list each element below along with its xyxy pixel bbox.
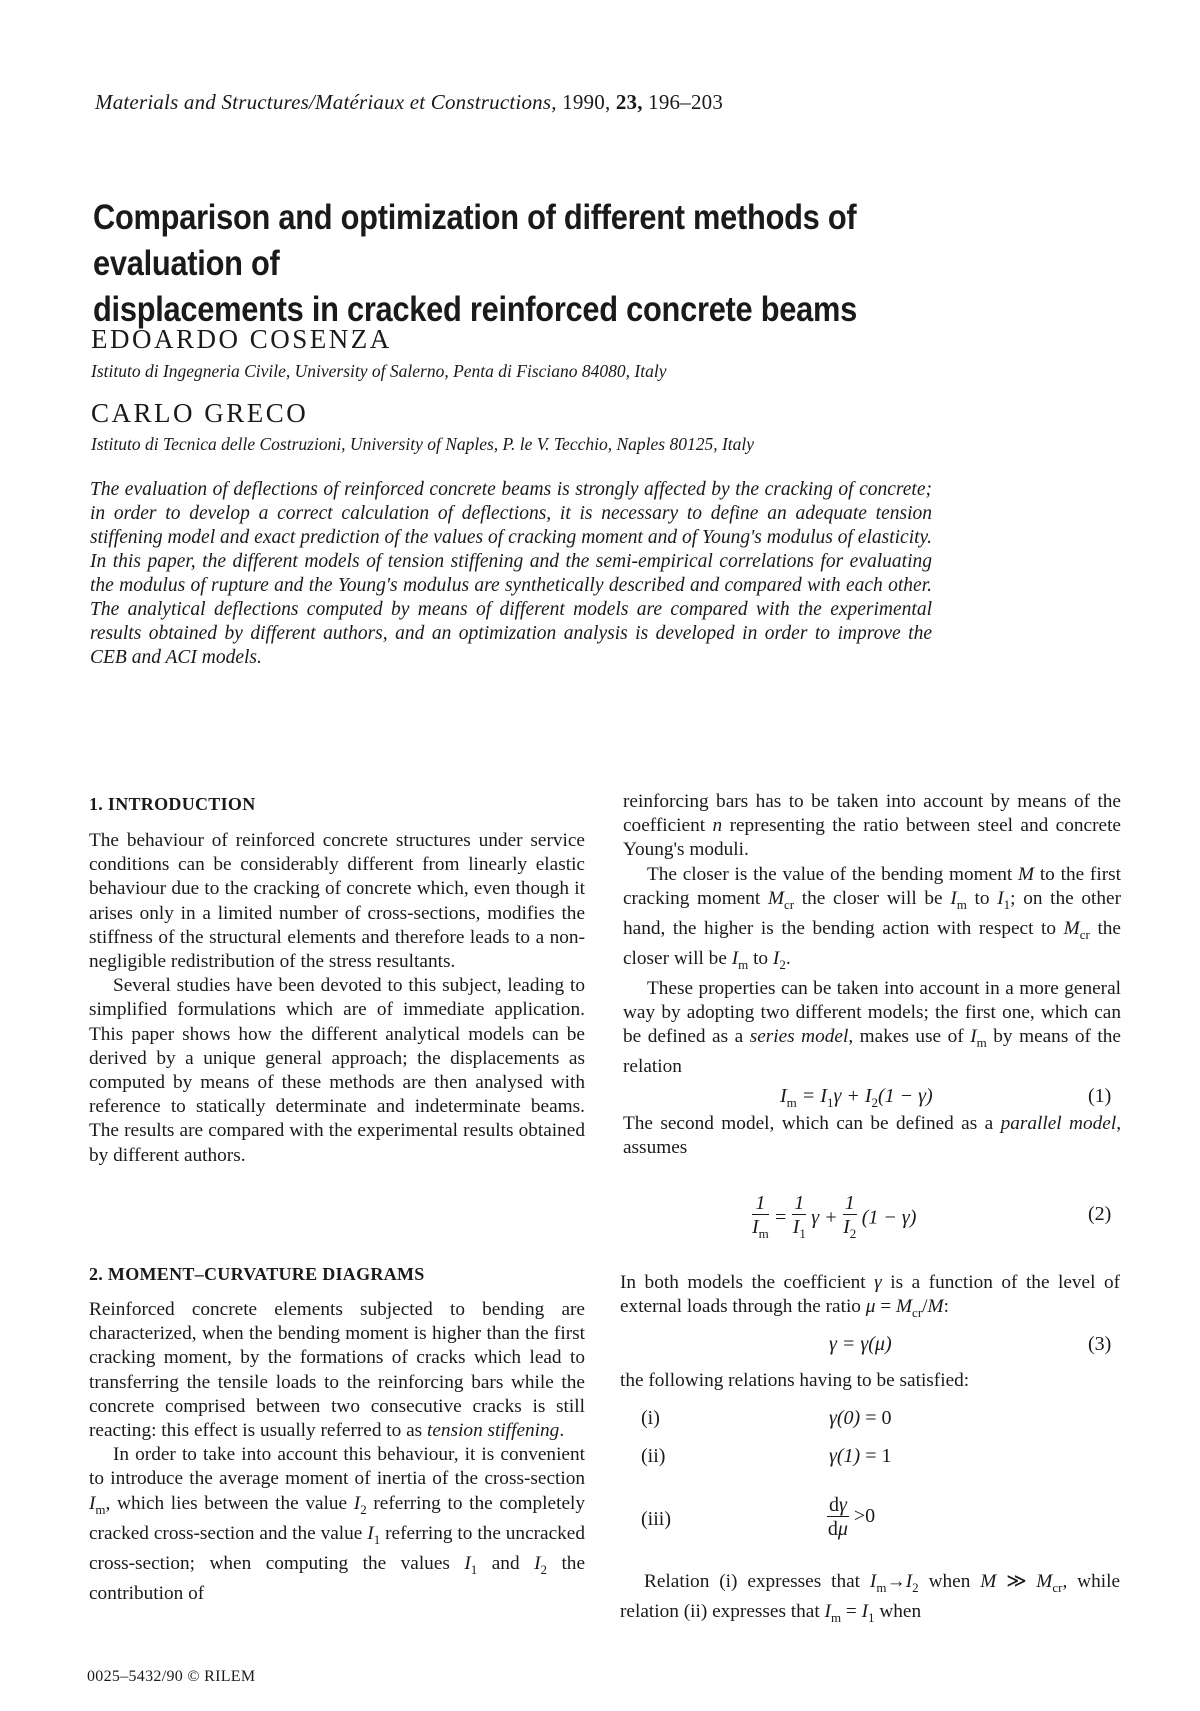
equation-3: γ = γ(μ) [829,1333,892,1355]
mc-p2-text-f: the contribution of [89,1552,586,1604]
r-p2-text-g: to [753,947,769,969]
right-paragraph-2: The closer is the value of the bending moment M to the first cracking moment $M_{cr}$ the closer will be $I_m$ to $I_1$; on the other hand, the higher is the bending action with respect to $M_{cr}$ the closer will be $I_m$ to $I_2$. [623,863,1122,972]
r-p4-text-a: The second model, which can be defined as a [623,1113,994,1134]
condition-iii-label: (iii) [641,1508,671,1530]
r-p1-text-b: representing the ratio between steel and concrete Young's moduli. [623,815,1121,861]
condition-i-label: (i) [641,1407,660,1429]
section-heading-moment-curvature: 2. MOMENT–CURVATURE DIAGRAMS [89,1264,425,1284]
mc-paragraph-1: Reinforced concrete elements subjected to bending are characterized, when the bending moment is higher than the first cracking moment, by the formations of cracks which lead to transferring the tensile loads to the reinforcing bars while the concrete comprised between two consecutive cracks is still reacting: this effect is usually referred to as tension stiffening. [89,1299,585,1442]
r-p7-text-a: Relation (i) expresses that [644,1571,861,1592]
r-p7-text-c: , while relation (ii) expresses that [620,1571,1121,1623]
mc-p2-text-d: referring to the uncracked cross-section; when computing the values [89,1522,585,1574]
equation-1-number: (1) [1088,1085,1112,1107]
title-line-2: displacements in cracked reinforced concrete beams [93,290,857,329]
r-p7-text-d: when [879,1601,922,1623]
abstract: The evaluation of deflections of reinforced concrete beams is strongly affected by the cracking of concrete; in order to develop a correct calculation of deflections, it is necessary to define an adequate tension stiffening model and exact prediction of the values of cracking moment and of Young's modulus of elasticity. In this paper, the different models of tension stiffening and the semi-empirical correlations for evaluating the modulus of rupture and the Young's modulus are synthetically described and compared with each other. The analytical deflections computed by means of different models are compared with the experimental results obtained by different authors, and an optimization analysis is developed in order to improve the CEB and ACI models. [90,479,932,668]
r-p3-text-b: , makes use of [848,1026,964,1048]
right-paragraph-4 [623,1112,1121,1160]
equation-3-number: (3) [1088,1333,1112,1355]
right-paragraph-7: Relation (i) expresses that $I_m\to I_2$ when M ≫ $M_{cr}$, while relation (ii) expresses that $I_m = I_1$ when [620,1571,1121,1625]
r-p2-text-e: ; on the other hand, the higher is the bending action with respect to [623,887,1122,939]
author-1-affiliation: Istituto di Ingegneria Civile, University of Salerno, Penta di Fisciano 84080, Italy [91,361,667,381]
footer-issn-copyright: 0025–5432/90 © RILEM [87,1668,256,1685]
paper-title [93,195,999,333]
mc-p1-text: Reinforced concrete elements subjected to bending are characterized, when the bending moment is higher than the first cracking moment, by the formations of cracks which lead to transferring the tensile loads to the reinforcing bars while the concrete comprised between two consecutive cracks is still reacting: this effect is usually referred to as [89,1299,585,1442]
r-p5-text-a: In both models the coefficient [620,1272,866,1293]
journal-year: 1990, [562,90,611,114]
r-p2-text-d: to [974,887,990,909]
condition-ii: γ(1) = 1 [829,1445,892,1467]
equation-2-number: (2) [1088,1203,1112,1225]
mc-p2-text-e: and [491,1552,520,1574]
term-parallel-model: parallel model [1000,1113,1117,1134]
journal-citation: Materials and Structures/Matériaux et Constructions, 1990, 23, 196–203 [95,90,724,114]
condition-i: γ(0) = 0 [829,1407,892,1429]
r-p5-text-b: is a function of the level of external loads through the ratio [620,1272,1121,1318]
author-1-name: EDOARDO COSENZA [91,324,392,354]
r-p4-text-b: , assumes [623,1113,1122,1159]
right-paragraph-6: the following relations having to be satisfied: [620,1370,970,1391]
r-p2-text-b: to the first cracking moment [623,863,1121,909]
r-p2-text-c: the closer will be [801,887,943,909]
term-series-model: series model [749,1026,849,1048]
r-p2-text-f: the closer will be [623,917,1121,969]
right-paragraph-3: These properties can be taken into account in a more general way by adopting two different models; the first one, which can be defined as a series model, makes use of $I_m$ by means of the relation [623,978,1121,1078]
equation-1: $I_m = I_1\gamma + I_2(1 - \gamma)$ [780,1085,933,1110]
author-2-name: CARLO GRECO [91,398,309,428]
right-paragraph-1: reinforcing bars has to be taken into account by means of the coefficient n representing the ratio between steel and concrete Young's moduli. [623,791,1121,861]
section-heading-introduction: 1. INTRODUCTION [89,794,256,814]
condition-iii: $\frac{d\gamma}{d\mu}$ >0 [827,1494,876,1540]
r-p3-text-c: by means of the relation [623,1026,1121,1078]
term-tension-stiffening: tension stiffening [427,1420,560,1442]
right-column-top [623,790,1121,1080]
r-p2-text-a: The closer is the value of the bending moment [647,863,1013,885]
right-paragraph-5: In both models the coefficient γ is a function of the level of external loads through the ratio $\mu = M_{cr}/M$: [620,1272,1121,1321]
intro-paragraph-1: The behaviour of reinforced concrete structures under service conditions can be considerably different from linearly elastic behaviour due to the cracking of concrete which, even though it arises only in a limited number of cross-sections, modifies the stiffness of the structural elements and therefore leads to a non-negligible redistribution of the stress resultants. [89,830,585,973]
author-2-affiliation: Istituto di Tecnica delle Costruzioni, University of Naples, P. le V. Tecchio, Naples 80125, Italy [91,434,755,454]
journal-pages: 196–203 [648,90,724,114]
equation-2: $\frac{1}{I_m}$ = $\frac{1}{I_1}$ γ + $\frac{1}{I_2}$ (1 − γ) [752,1192,917,1241]
r-p7-text-b: when [928,1571,971,1592]
r-p1-text-a: reinforcing bars has to be taken into account by means of the coefficient [623,791,1121,837]
mc-p2-text-c: referring to the completely cracked cross-section and the value [89,1492,586,1544]
condition-ii-label: (ii) [641,1445,666,1467]
mc-p2-text-b: , which lies between the value [105,1492,348,1514]
mc-p2-text-a: In order to take into account this behaviour, it is convenient to introduce the average moment of inertia of the cross-section [89,1444,585,1490]
intro-paragraph-2: Several studies have been devoted to this subject, leading to simplified formulations which are of immediate application. This paper shows how the different analytical models can be derived by a unique general approach; the displacements as computed by means of these methods are then analysed with reference to statically determinate and indeterminate beams. The results are compared with the experimental results obtained by different authors. [89,975,585,1166]
title-line-1: Comparison and optimization of different methods of evaluation of [93,198,857,283]
journal-name: Materials and Structures/Matériaux et Constructions [95,90,552,114]
r-p3-text-a: These properties can be taken into account in a more general way by adopting two different models; the first one, which can be defined as a [623,978,1121,1048]
journal-volume: 23, [615,90,643,114]
left-column-intro [89,829,585,1168]
mc-paragraph-2: In order to take into account this behaviour, it is convenient to introduce the average moment of inertia of the cross-section $I_m$, which lies between the value $I_2$ referring to the completely cracked cross-section and the value $I_1$ referring to the uncracked cross-section; when computing the values $I_1$ and $I_2$ the contribution of [89,1444,586,1604]
left-column-moment-curvature [89,1298,585,1606]
